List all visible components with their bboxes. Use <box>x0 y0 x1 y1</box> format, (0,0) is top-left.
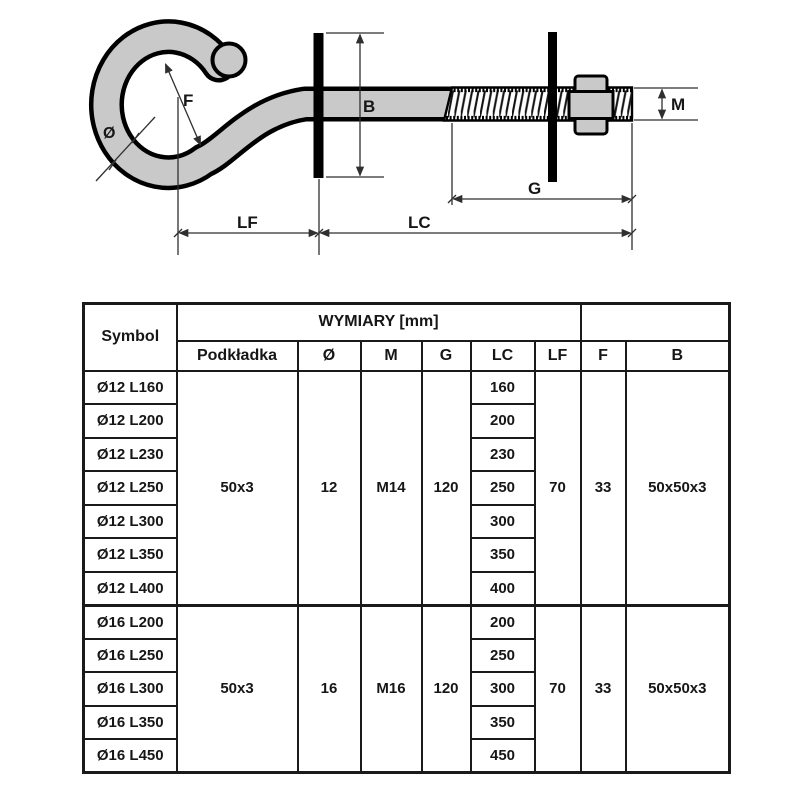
lc-cell: 350 <box>471 706 535 740</box>
lc-cell: 350 <box>471 538 535 572</box>
lc-cell: 300 <box>471 672 535 706</box>
dimension-table <box>82 302 731 774</box>
hook-bolt-technical-drawing <box>0 0 800 296</box>
symbol-cell: Ø12 L230 <box>84 438 177 472</box>
symbol-cell: Ø16 L200 <box>84 605 177 639</box>
m-cell: M14 <box>361 371 422 606</box>
hook-ball-tip <box>213 44 246 77</box>
g-cell: 120 <box>422 371 471 606</box>
col-header-lc: LC <box>471 341 535 371</box>
podkladka-cell: 50x3 <box>177 371 298 606</box>
dimensions-title-cell: WYMIARY [mm] <box>177 304 581 341</box>
label-lf: LF <box>237 213 258 232</box>
label-f: F <box>183 91 194 110</box>
col-header-f: F <box>581 341 626 371</box>
symbol-cell: Ø12 L300 <box>84 505 177 539</box>
f-cell: 33 <box>581 371 626 606</box>
washer-plate-right <box>548 32 557 182</box>
f-cell: 33 <box>581 605 626 773</box>
diameter-cell: 12 <box>298 371 361 606</box>
b-cell: 50x50x3 <box>626 371 730 606</box>
col-header-g: G <box>422 341 471 371</box>
symbol-cell: Ø12 L400 <box>84 572 177 606</box>
lc-cell: 230 <box>471 438 535 472</box>
empty-header-cell <box>581 304 730 341</box>
table-row <box>84 605 730 639</box>
symbol-cell: Ø12 L250 <box>84 471 177 505</box>
dimension-lines <box>96 33 698 255</box>
label-b: B <box>363 97 376 116</box>
col-header-podkladka: Podkładka <box>177 341 298 371</box>
symbol-cell: Ø12 L200 <box>84 404 177 438</box>
lf-cell: 70 <box>535 605 581 773</box>
podkladka-cell: 50x3 <box>177 605 298 773</box>
lf-cell: 70 <box>535 371 581 606</box>
label-m: M <box>671 95 686 114</box>
hex-nut <box>569 76 613 134</box>
lc-cell: 250 <box>471 639 535 673</box>
lc-cell: 400 <box>471 572 535 606</box>
b-cell: 50x50x3 <box>626 605 730 773</box>
symbol-cell: Ø16 L350 <box>84 706 177 740</box>
symbol-cell: Ø12 L160 <box>84 371 177 405</box>
lc-cell: 200 <box>471 404 535 438</box>
table-row <box>84 371 730 405</box>
symbol-cell: Ø16 L250 <box>84 639 177 673</box>
washer-plate-left <box>314 33 324 178</box>
lc-cell: 250 <box>471 471 535 505</box>
label-diameter: Ø <box>103 125 116 142</box>
col-header-lf: LF <box>535 341 581 371</box>
lc-cell: 300 <box>471 505 535 539</box>
lc-cell: 200 <box>471 605 535 639</box>
symbol-cell: Ø16 L300 <box>84 672 177 706</box>
col-header-b: B <box>626 341 730 371</box>
symbol-cell: Ø16 L450 <box>84 739 177 773</box>
lc-cell: 450 <box>471 739 535 773</box>
diameter-cell: 16 <box>298 605 361 773</box>
g-cell: 120 <box>422 605 471 773</box>
symbol-cell: Ø12 L350 <box>84 538 177 572</box>
col-header-diameter: Ø <box>298 341 361 371</box>
label-g: G <box>528 179 542 198</box>
hook-shape <box>106 37 452 173</box>
col-header-m: M <box>361 341 422 371</box>
symbol-header-cell: Symbol <box>84 304 177 371</box>
lc-cell: 160 <box>471 371 535 405</box>
label-lc: LC <box>408 213 431 232</box>
m-cell: M16 <box>361 605 422 773</box>
